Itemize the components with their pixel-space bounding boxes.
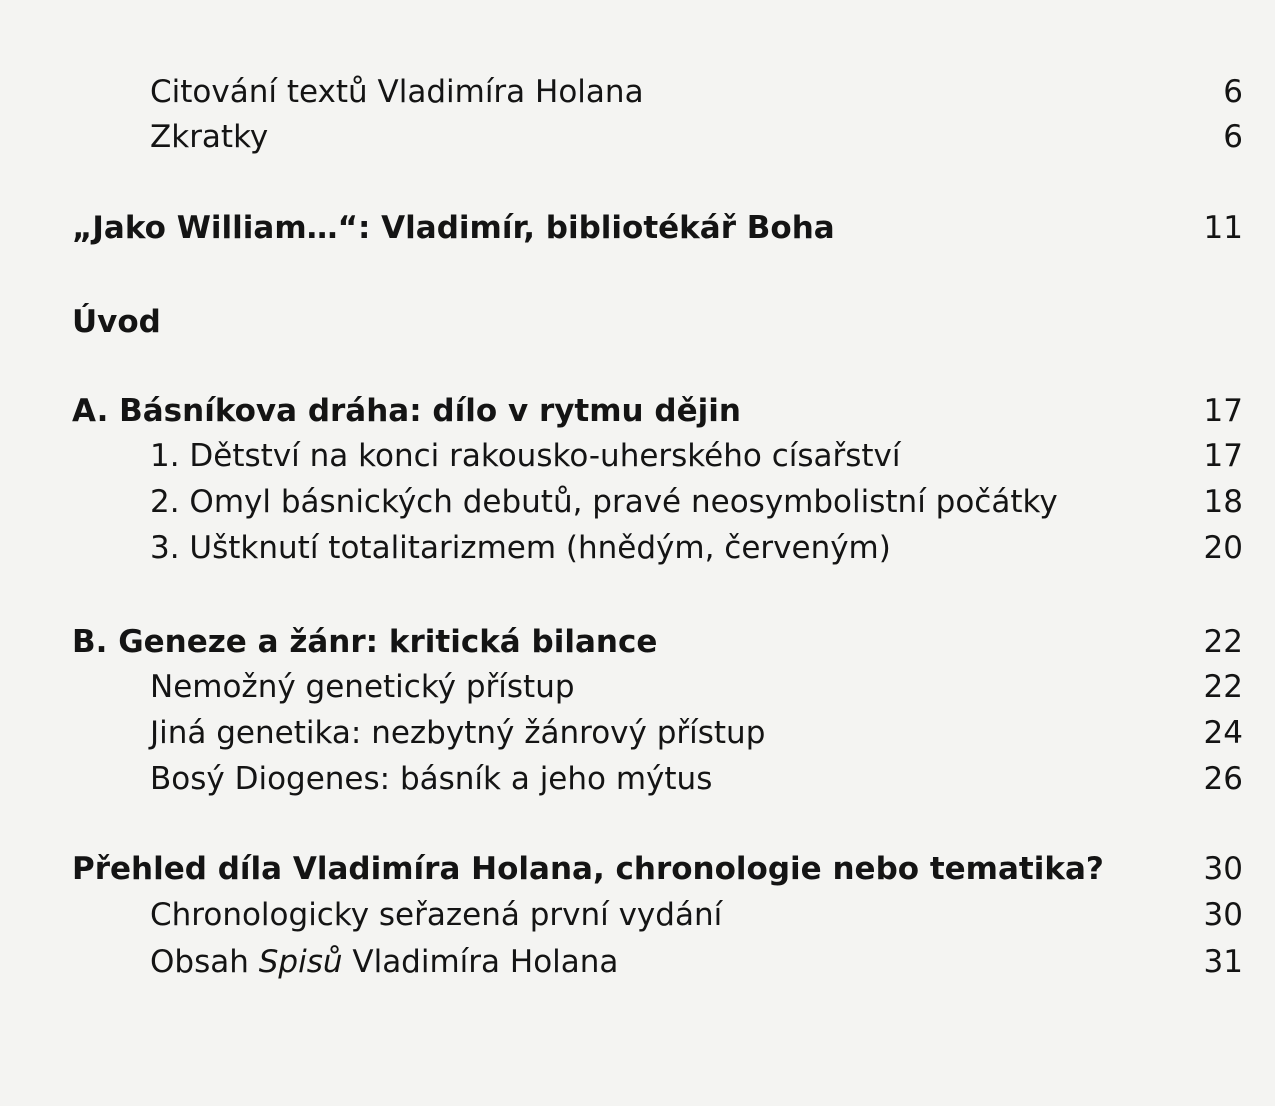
- toc-entry-title: [150, 940, 618, 984]
- toc-section-heading: [0, 206, 1275, 250]
- toc-entry: [0, 940, 1275, 984]
- toc-entry-page: 11: [1203, 210, 1243, 246]
- toc-entry-title: B. Geneze a žánr: kritická bilance: [72, 624, 658, 660]
- toc-entry-page: 20: [1203, 530, 1243, 566]
- toc-entry-title: Přehled díla Vladimíra Holana, chronologie nebo tematika?: [72, 851, 1104, 887]
- toc-entry-page: 18: [1203, 484, 1243, 520]
- toc-entry-title: 1. Dětství na konci rakousko-uherského císařství: [150, 438, 901, 474]
- toc-entry-title: Nemožný genetický přístup: [150, 669, 575, 705]
- toc-entry: [0, 893, 1275, 937]
- toc-entry-page: 30: [1203, 851, 1243, 887]
- toc-entry: [0, 757, 1275, 801]
- toc-entry-page: 6: [1223, 74, 1243, 110]
- toc-entry: [0, 70, 1275, 114]
- toc-entry-page: 22: [1203, 669, 1243, 705]
- toc-entry-page: 30: [1203, 897, 1243, 933]
- toc-entry-title-before: Obsah: [150, 944, 259, 980]
- toc-entry-title-after: Vladimíra Holana: [342, 944, 619, 980]
- toc-entry-page: 24: [1203, 715, 1243, 751]
- toc-entry: [0, 526, 1275, 570]
- toc-entry: [0, 480, 1275, 524]
- toc-entry-page: 17: [1203, 393, 1243, 429]
- toc-entry-title: Zkratky: [150, 119, 269, 155]
- toc-entry-title: Bosý Diogenes: básník a jeho mýtus: [150, 761, 713, 797]
- toc-entry: [0, 434, 1275, 478]
- toc-entry-title: „Jako William…“: Vladimír, bibliotékář Boha: [72, 210, 835, 246]
- toc-entry-title: 3. Uštknutí totalitarizmem (hnědým, červeným): [150, 530, 891, 566]
- toc-entry-title: Jiná genetika: nezbytný žánrový přístup: [150, 715, 766, 751]
- toc-entry-page: 22: [1203, 624, 1243, 660]
- toc-section-heading: [0, 300, 1275, 344]
- toc-section-heading: [0, 389, 1275, 433]
- toc-entry: [0, 665, 1275, 709]
- toc-entry-page: 31: [1203, 944, 1243, 980]
- toc-entry-page: 26: [1203, 761, 1243, 797]
- toc-entry-title: A. Básníkova dráha: dílo v rytmu dějin: [72, 393, 741, 429]
- toc-entry-page: 6: [1223, 119, 1243, 155]
- toc-entry-page: 17: [1203, 438, 1243, 474]
- toc-section-heading: [0, 847, 1275, 891]
- toc-section-heading: [0, 620, 1275, 664]
- toc-entry-title: Chronologicky seřazená první vydání: [150, 897, 723, 933]
- toc-entry-title: Úvod: [72, 304, 161, 340]
- toc-entry: [0, 115, 1275, 159]
- toc-entry-title-italic: Spisů: [258, 944, 343, 980]
- toc-entry-title: Citování textů Vladimíra Holana: [150, 74, 644, 110]
- toc-entry: [0, 711, 1275, 755]
- toc-entry-title: 2. Omyl básnických debutů, pravé neosymbolistní počátky: [150, 484, 1058, 520]
